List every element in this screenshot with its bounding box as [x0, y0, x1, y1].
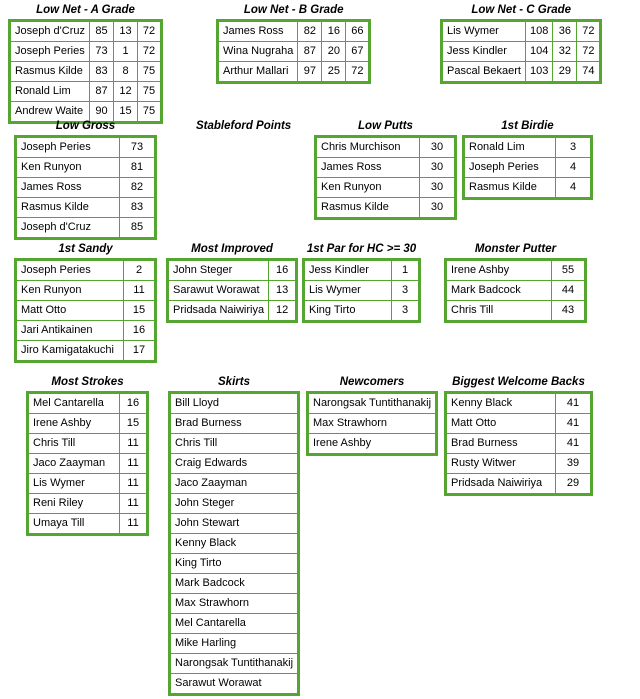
- table-row: [442, 21, 601, 42]
- player-name-cell: Irene Ashby: [28, 414, 120, 434]
- block-title-first-par-for-hc-30: 1st Par for HC >= 30: [306, 243, 417, 255]
- value-cell: 83: [120, 198, 156, 218]
- block-title-most-strokes: Most Strokes: [51, 376, 124, 388]
- player-name-cell: Umaya Till: [28, 514, 120, 535]
- player-name-cell: Chris Till: [170, 434, 299, 454]
- table-row: [170, 434, 299, 454]
- value-cell: 67: [346, 42, 370, 62]
- table-row: [16, 137, 156, 158]
- player-name-cell: Arthur Mallari: [218, 62, 298, 83]
- player-name-cell: Lis Wymer: [442, 21, 526, 42]
- player-name-cell: Jess Kindler: [304, 260, 392, 281]
- table-row: [464, 137, 592, 158]
- value-cell: 8: [114, 62, 138, 82]
- table-low-gross: [14, 135, 157, 240]
- table-low-net-c-grade: [440, 19, 602, 84]
- block-most-strokes: [26, 376, 149, 536]
- player-name-cell: John Steger: [170, 494, 299, 514]
- block-title-monster-putter: Monster Putter: [474, 243, 557, 255]
- player-name-cell: Mike Harling: [170, 634, 299, 654]
- player-name-cell: Jess Kindler: [442, 42, 526, 62]
- player-name-cell: Joseph Peries: [464, 158, 556, 178]
- table-row: [218, 62, 370, 83]
- block-skirts: [168, 376, 300, 696]
- player-name-cell: Sarawut Worawat: [168, 281, 269, 301]
- value-cell: 87: [298, 42, 322, 62]
- value-cell: 87: [90, 82, 114, 102]
- value-cell: 15: [114, 102, 138, 123]
- table-row: [10, 62, 162, 82]
- player-name-cell: Jari Antikainen: [16, 321, 124, 341]
- block-monster-putter: [444, 243, 587, 323]
- value-cell: 4: [556, 158, 592, 178]
- value-cell: 11: [120, 514, 148, 535]
- player-name-cell: Jiro Kamigatakuchi: [16, 341, 124, 362]
- table-row: [28, 474, 148, 494]
- block-newcomers: [306, 376, 438, 456]
- table-row: [170, 654, 299, 674]
- value-cell: 73: [90, 42, 114, 62]
- value-cell: 30: [420, 137, 456, 158]
- table-row: [16, 301, 156, 321]
- player-name-cell: Kenny Black: [446, 393, 556, 414]
- value-cell: 66: [346, 21, 370, 42]
- block-title-low-putts: Low Putts: [358, 120, 413, 132]
- table-row: [170, 554, 299, 574]
- player-name-cell: Rusty Witwer: [446, 454, 556, 474]
- value-cell: 72: [138, 42, 162, 62]
- player-name-cell: Brad Burness: [170, 414, 299, 434]
- player-name-cell: Max Strawhorn: [308, 414, 437, 434]
- table-row: [168, 260, 297, 281]
- table-low-net-b-grade: [216, 19, 371, 84]
- block-stableford-points: [196, 120, 291, 135]
- player-name-cell: Mark Badcock: [446, 281, 552, 301]
- table-row: [304, 281, 420, 301]
- table-row: [316, 158, 456, 178]
- value-cell: 74: [577, 62, 601, 83]
- value-cell: 11: [120, 434, 148, 454]
- table-row: [16, 341, 156, 362]
- value-cell: 108: [525, 21, 552, 42]
- value-cell: 82: [298, 21, 322, 42]
- value-cell: 15: [124, 301, 156, 321]
- table-row: [28, 414, 148, 434]
- block-first-sandy: [14, 243, 157, 363]
- value-cell: 73: [120, 137, 156, 158]
- player-name-cell: Matt Otto: [446, 414, 556, 434]
- table-row: [304, 301, 420, 322]
- value-cell: 82: [120, 178, 156, 198]
- table-row: [170, 494, 299, 514]
- table-row: [10, 21, 162, 42]
- table-row: [170, 534, 299, 554]
- player-name-cell: Pridsada Naiwiriya: [168, 301, 269, 322]
- table-row: [170, 634, 299, 654]
- block-title-biggest-welcome-backs: Biggest Welcome Backs: [452, 376, 585, 388]
- table-row: [316, 178, 456, 198]
- player-name-cell: Lis Wymer: [304, 281, 392, 301]
- player-name-cell: Joseph d'Cruz: [16, 218, 120, 239]
- player-name-cell: James Ross: [218, 21, 298, 42]
- table-row: [28, 514, 148, 535]
- table-row: [170, 414, 299, 434]
- table-row: [28, 494, 148, 514]
- value-cell: 16: [120, 393, 148, 414]
- value-cell: 41: [556, 414, 592, 434]
- value-cell: 16: [322, 21, 346, 42]
- table-first-sandy: [14, 258, 157, 363]
- player-name-cell: Mel Cantarella: [170, 614, 299, 634]
- player-name-cell: Rasmus Kilde: [10, 62, 90, 82]
- table-row: [442, 42, 601, 62]
- player-name-cell: John Stewart: [170, 514, 299, 534]
- value-cell: 97: [298, 62, 322, 83]
- value-cell: 39: [556, 454, 592, 474]
- table-row: [16, 281, 156, 301]
- block-title-low-net-c-grade: Low Net - C Grade: [471, 4, 572, 16]
- table-row: [446, 301, 586, 322]
- player-name-cell: John Steger: [168, 260, 269, 281]
- block-low-putts: [314, 120, 457, 220]
- block-low-net-c-grade: [440, 4, 602, 84]
- player-name-cell: King Tirto: [304, 301, 392, 322]
- value-cell: 11: [124, 281, 156, 301]
- value-cell: 43: [552, 301, 586, 322]
- value-cell: 3: [392, 281, 420, 301]
- player-name-cell: Lis Wymer: [28, 474, 120, 494]
- block-title-first-birdie: 1st Birdie: [501, 120, 554, 132]
- value-cell: 36: [553, 21, 577, 42]
- value-cell: 104: [525, 42, 552, 62]
- player-name-cell: Ken Runyon: [316, 178, 420, 198]
- value-cell: 81: [120, 158, 156, 178]
- table-row: [10, 82, 162, 102]
- player-name-cell: Rasmus Kilde: [16, 198, 120, 218]
- table-row: [308, 434, 437, 455]
- value-cell: 15: [120, 414, 148, 434]
- table-row: [316, 137, 456, 158]
- player-name-cell: Jaco Zaayman: [170, 474, 299, 494]
- value-cell: 25: [322, 62, 346, 83]
- table-low-putts: [314, 135, 457, 220]
- value-cell: 16: [124, 321, 156, 341]
- value-cell: 85: [120, 218, 156, 239]
- block-title-low-net-a-grade: Low Net - A Grade: [36, 4, 135, 16]
- value-cell: 30: [420, 198, 456, 219]
- block-title-low-net-b-grade: Low Net - B Grade: [243, 4, 344, 16]
- value-cell: 1: [114, 42, 138, 62]
- value-cell: 1: [392, 260, 420, 281]
- value-cell: 29: [553, 62, 577, 83]
- value-cell: 3: [392, 301, 420, 322]
- block-low-net-a-grade: [8, 4, 163, 124]
- player-name-cell: James Ross: [316, 158, 420, 178]
- block-first-birdie: [462, 120, 593, 200]
- block-low-net-b-grade: [216, 4, 371, 84]
- player-name-cell: Wina Nugraha: [218, 42, 298, 62]
- player-name-cell: Brad Burness: [446, 434, 556, 454]
- table-row: [446, 393, 592, 414]
- table-row: [170, 574, 299, 594]
- table-row: [10, 42, 162, 62]
- table-row: [446, 454, 592, 474]
- player-name-cell: Rasmus Kilde: [464, 178, 556, 199]
- value-cell: 11: [120, 474, 148, 494]
- table-most-improved: [166, 258, 298, 323]
- table-row: [168, 281, 297, 301]
- player-name-cell: Rasmus Kilde: [316, 198, 420, 219]
- player-name-cell: Joseph Peries: [16, 137, 120, 158]
- player-name-cell: Joseph Peries: [16, 260, 124, 281]
- value-cell: 4: [556, 178, 592, 199]
- player-name-cell: Narongsak Tuntithanakij: [170, 654, 299, 674]
- player-name-cell: Joseph Peries: [10, 42, 90, 62]
- table-row: [16, 178, 156, 198]
- table-row: [446, 434, 592, 454]
- table-row: [308, 414, 437, 434]
- value-cell: 30: [420, 178, 456, 198]
- value-cell: 103: [525, 62, 552, 83]
- block-title-first-sandy: 1st Sandy: [58, 243, 113, 255]
- player-name-cell: Bill Lloyd: [170, 393, 299, 414]
- value-cell: 12: [269, 301, 297, 322]
- player-name-cell: Max Strawhorn: [170, 594, 299, 614]
- value-cell: 16: [269, 260, 297, 281]
- value-cell: 72: [577, 21, 601, 42]
- table-row: [218, 42, 370, 62]
- player-name-cell: Chris Murchison: [316, 137, 420, 158]
- player-name-cell: Irene Ashby: [446, 260, 552, 281]
- table-row: [464, 178, 592, 199]
- player-name-cell: Ronald Lim: [464, 137, 556, 158]
- block-first-par-for-hc-30: [302, 243, 421, 323]
- value-cell: 12: [114, 82, 138, 102]
- value-cell: 41: [556, 393, 592, 414]
- table-row: [170, 454, 299, 474]
- table-row: [28, 434, 148, 454]
- value-cell: 75: [138, 102, 162, 123]
- table-row: [446, 281, 586, 301]
- value-cell: 44: [552, 281, 586, 301]
- player-name-cell: Andrew Waite: [10, 102, 90, 123]
- table-row: [442, 62, 601, 83]
- player-name-cell: Sarawut Worawat: [170, 674, 299, 695]
- value-cell: 11: [120, 494, 148, 514]
- table-row: [170, 614, 299, 634]
- value-cell: 72: [138, 21, 162, 42]
- value-cell: 32: [553, 42, 577, 62]
- table-row: [446, 260, 586, 281]
- value-cell: 72: [577, 42, 601, 62]
- value-cell: 20: [322, 42, 346, 62]
- block-title-most-improved: Most Improved: [191, 243, 273, 255]
- table-monster-putter: [444, 258, 587, 323]
- table-newcomers: [306, 391, 438, 456]
- block-biggest-welcome-backs: [444, 376, 593, 496]
- table-row: [304, 260, 420, 281]
- player-name-cell: Ronald Lim: [10, 82, 90, 102]
- value-cell: 30: [420, 158, 456, 178]
- value-cell: 75: [138, 62, 162, 82]
- player-name-cell: Mark Badcock: [170, 574, 299, 594]
- player-name-cell: Matt Otto: [16, 301, 124, 321]
- table-row: [170, 474, 299, 494]
- table-row: [170, 674, 299, 695]
- player-name-cell: Chris Till: [28, 434, 120, 454]
- table-row: [446, 414, 592, 434]
- table-row: [170, 393, 299, 414]
- value-cell: 41: [556, 434, 592, 454]
- table-row: [316, 198, 456, 219]
- player-name-cell: Reni Riley: [28, 494, 120, 514]
- table-skirts: [168, 391, 300, 696]
- player-name-cell: Mel Cantarella: [28, 393, 120, 414]
- block-title-low-gross: Low Gross: [55, 120, 116, 132]
- table-row: [218, 21, 370, 42]
- player-name-cell: Craig Edwards: [170, 454, 299, 474]
- value-cell: 55: [552, 260, 586, 281]
- table-row: [28, 454, 148, 474]
- table-biggest-welcome-backs: [444, 391, 593, 496]
- table-row: [170, 594, 299, 614]
- table-row: [16, 321, 156, 341]
- table-row: [464, 158, 592, 178]
- block-most-improved: [166, 243, 298, 323]
- value-cell: 29: [556, 474, 592, 495]
- block-low-gross: [14, 120, 157, 240]
- player-name-cell: Jaco Zaayman: [28, 454, 120, 474]
- player-name-cell: King Tirto: [170, 554, 299, 574]
- table-row: [16, 260, 156, 281]
- table-row: [446, 474, 592, 495]
- player-name-cell: Irene Ashby: [308, 434, 437, 455]
- player-name-cell: James Ross: [16, 178, 120, 198]
- table-row: [168, 301, 297, 322]
- table-row: [16, 198, 156, 218]
- table-low-net-a-grade: [8, 19, 163, 124]
- value-cell: 13: [269, 281, 297, 301]
- value-cell: 13: [114, 21, 138, 42]
- block-title-skirts: Skirts: [218, 376, 250, 388]
- player-name-cell: Joseph d'Cruz: [10, 21, 90, 42]
- player-name-cell: Ken Runyon: [16, 158, 120, 178]
- block-title-stableford-points: Stableford Points: [196, 120, 292, 132]
- table-first-birdie: [462, 135, 593, 200]
- block-title-newcomers: Newcomers: [339, 376, 405, 388]
- value-cell: 90: [90, 102, 114, 123]
- player-name-cell: Chris Till: [446, 301, 552, 322]
- table-row: [28, 393, 148, 414]
- value-cell: 85: [90, 21, 114, 42]
- table-row: [308, 393, 437, 414]
- table-row: [16, 158, 156, 178]
- player-name-cell: Ken Runyon: [16, 281, 124, 301]
- table-row: [16, 218, 156, 239]
- table-most-strokes: [26, 391, 149, 536]
- value-cell: 72: [346, 62, 370, 83]
- player-name-cell: Narongsak Tuntithanakij: [308, 393, 437, 414]
- value-cell: 75: [138, 82, 162, 102]
- value-cell: 83: [90, 62, 114, 82]
- table-first-par-for-hc-30: [302, 258, 421, 323]
- player-name-cell: Pascal Bekaert: [442, 62, 526, 83]
- value-cell: 2: [124, 260, 156, 281]
- player-name-cell: Kenny Black: [170, 534, 299, 554]
- player-name-cell: Pridsada Naiwiriya: [446, 474, 556, 495]
- value-cell: 3: [556, 137, 592, 158]
- value-cell: 17: [124, 341, 156, 362]
- value-cell: 11: [120, 454, 148, 474]
- table-row: [170, 514, 299, 534]
